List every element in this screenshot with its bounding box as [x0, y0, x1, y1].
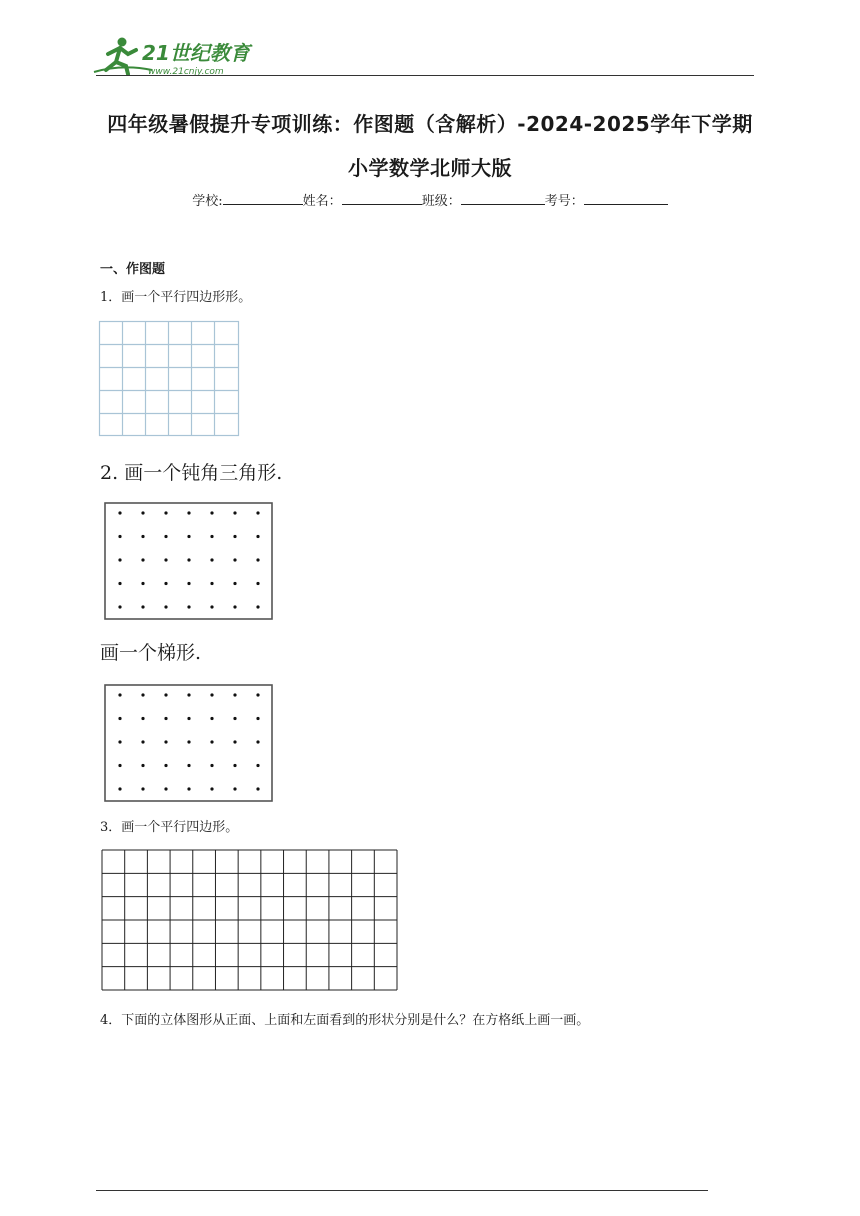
grid-dot — [164, 787, 167, 790]
grid-dot — [233, 693, 236, 696]
grid-dot — [118, 764, 121, 767]
grid-dot — [233, 740, 236, 743]
grid-dot — [164, 605, 167, 608]
square-grid-black[interactable] — [101, 849, 398, 991]
grid-dot — [256, 740, 259, 743]
grid-dot — [164, 740, 167, 743]
grid-dot — [233, 605, 236, 608]
grid-dot — [210, 764, 213, 767]
page-subtitle: 小学数学北师大版 — [348, 156, 512, 180]
grid-dot — [141, 717, 144, 720]
grid-dot — [187, 693, 190, 696]
grid-dot — [256, 582, 259, 585]
exam-no-blank[interactable] — [584, 192, 668, 205]
grid-dot — [187, 511, 190, 514]
grid-dot — [210, 511, 213, 514]
question-number: 4． — [100, 1013, 122, 1028]
grid-dot — [141, 693, 144, 696]
grid-dot — [164, 511, 167, 514]
grid-dot — [118, 582, 121, 585]
grid-dot — [141, 787, 144, 790]
grid-dot — [164, 693, 167, 696]
name-blank[interactable] — [342, 192, 422, 205]
grid-dot — [118, 605, 121, 608]
grid-dot — [233, 582, 236, 585]
grid-dot — [256, 558, 259, 561]
grid-dot — [233, 558, 236, 561]
grid-dot — [256, 787, 259, 790]
grid-dot — [118, 787, 121, 790]
grid-dot — [187, 717, 190, 720]
grid-dot — [256, 605, 259, 608]
question-text: 画一个平行四边形形。 — [121, 290, 252, 305]
grid-dot — [256, 717, 259, 720]
grid-dot — [118, 558, 121, 561]
grid-dot — [187, 740, 190, 743]
section-heading: 一、作图题 — [100, 262, 166, 277]
logo — [92, 34, 262, 78]
exam-no-label: 考号： — [544, 194, 584, 209]
footer-rule — [96, 1190, 708, 1191]
grid-dot — [210, 717, 213, 720]
grid-dot — [118, 693, 121, 696]
question-text: 下面的立体图形从正面、上面和左面看到的形状分别是什么？在方格纸上画一画。 — [121, 1013, 590, 1028]
grid-dot — [164, 582, 167, 585]
school-blank[interactable] — [223, 192, 303, 205]
class-label: 班级： — [421, 194, 461, 209]
grid-dot — [118, 511, 121, 514]
grid-dot — [210, 535, 213, 538]
grid-dot — [256, 764, 259, 767]
grid-dot — [141, 605, 144, 608]
grid-dot — [233, 717, 236, 720]
student-info-line — [0, 190, 860, 209]
grid-dot — [141, 511, 144, 514]
grid-dot — [210, 740, 213, 743]
grid-dot — [164, 535, 167, 538]
grid-dot — [256, 693, 259, 696]
grid-dot — [233, 764, 236, 767]
grid-dot — [164, 764, 167, 767]
square-grid-blue[interactable] — [99, 321, 240, 437]
grid-dot — [233, 511, 236, 514]
grid-dot — [187, 605, 190, 608]
question-text: 画一个钝角三角形. — [124, 462, 283, 484]
question-text: 画一个平行四边形。 — [121, 820, 239, 835]
question-number: 3． — [100, 820, 122, 835]
school-label: 学校: — [192, 194, 223, 209]
grid-dot — [141, 535, 144, 538]
question-2-part-2 — [100, 638, 201, 665]
grid-dot — [141, 764, 144, 767]
grid-dot — [256, 511, 259, 514]
grid-dot — [210, 605, 213, 608]
grid-dot — [141, 558, 144, 561]
header-rule — [96, 75, 754, 76]
grid-dot — [141, 582, 144, 585]
grid-dot — [210, 693, 213, 696]
grid-dot — [118, 717, 121, 720]
grid-dot — [187, 558, 190, 561]
grid-dot — [233, 787, 236, 790]
logo-text: 21世纪教育 — [142, 41, 250, 65]
grid-dot — [187, 582, 190, 585]
page-title: 四年级暑假提升专项训练：作图题（含解析）-2024-2025学年下学期 — [107, 112, 753, 136]
grid-dot — [187, 535, 190, 538]
question-2 — [100, 458, 282, 485]
grid-dot — [118, 740, 121, 743]
name-label: 姓名： — [302, 194, 342, 209]
grid-dot — [210, 787, 213, 790]
question-3 — [100, 816, 238, 835]
logo-url: www.21cnjy.com — [148, 67, 224, 77]
grid-dot — [210, 558, 213, 561]
grid-dot — [233, 535, 236, 538]
question-4 — [100, 1009, 589, 1028]
dot-grid[interactable] — [104, 502, 274, 620]
question-number: 2. — [100, 462, 119, 484]
grid-dot — [256, 535, 259, 538]
grid-dot — [210, 582, 213, 585]
grid-dot — [118, 535, 121, 538]
grid-dot — [187, 787, 190, 790]
question-1 — [100, 286, 251, 305]
grid-dot — [164, 717, 167, 720]
grid-dot — [187, 764, 190, 767]
question-text: 画一个梯形. — [100, 642, 202, 664]
question-number: 1． — [100, 290, 122, 305]
grid-dot — [141, 740, 144, 743]
dot-grid[interactable] — [104, 684, 274, 802]
grid-dot — [164, 558, 167, 561]
class-blank[interactable] — [461, 192, 545, 205]
